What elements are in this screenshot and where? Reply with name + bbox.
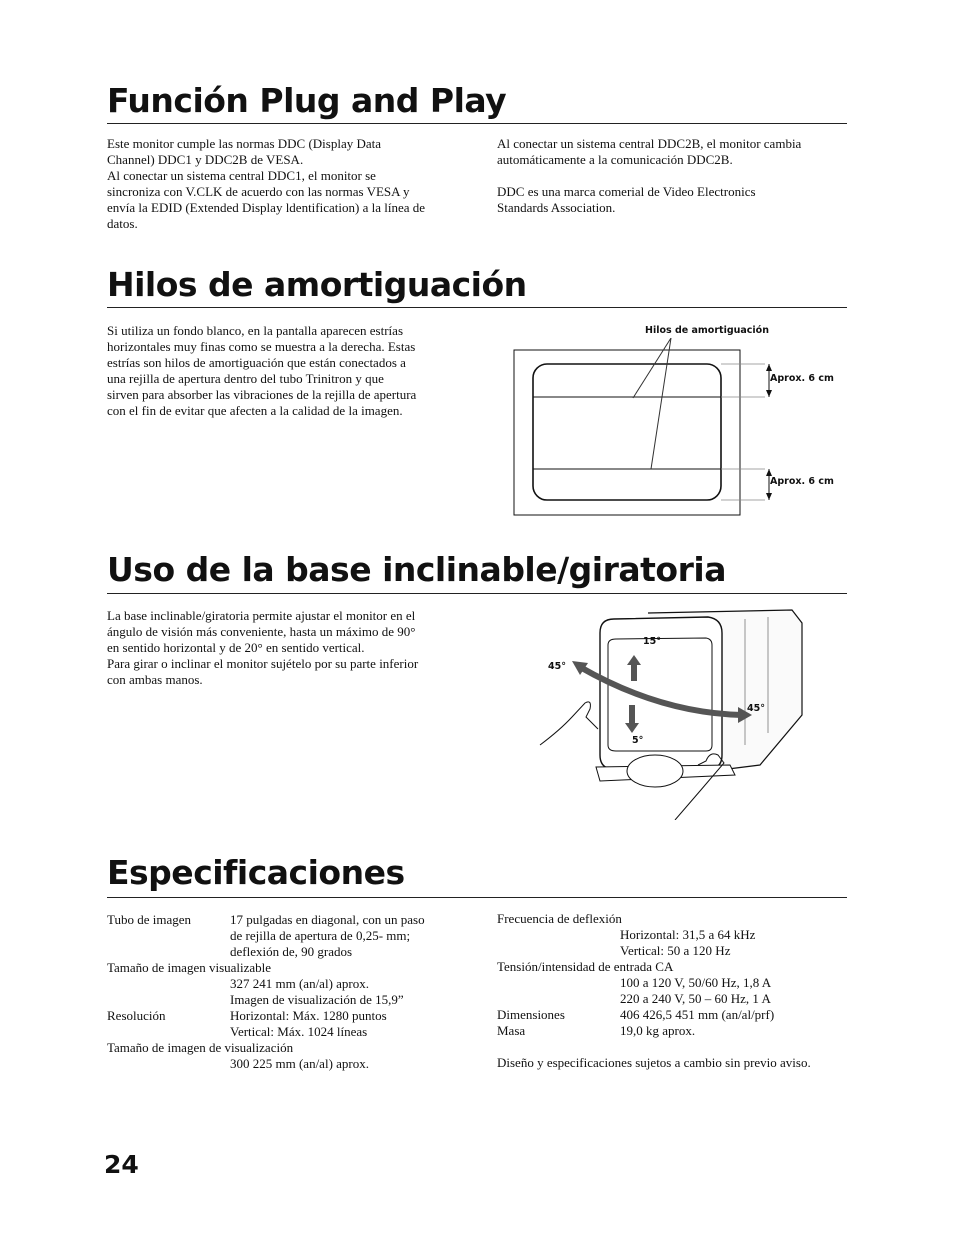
text-line: horizontales muy finas como se muestra a la derecha. Estas	[107, 339, 416, 354]
angle-label-down: 5°	[632, 735, 644, 746]
spec-label: Dimensiones	[497, 1007, 565, 1022]
base-paragraph	[107, 608, 467, 688]
spec-value: Vertical: 50 a 120 Hz	[620, 943, 731, 958]
text-line: en sentido horizontal y de 20° en sentido vertical.	[107, 640, 365, 655]
spec-label: Tensión/intensidad de entrada CA	[497, 959, 674, 974]
text-line: una rejilla de apertura dentro del tubo Trinitron y que	[107, 371, 384, 386]
text-line	[497, 168, 847, 184]
spec-label: Masa	[497, 1023, 526, 1038]
arrow-up-icon	[766, 364, 772, 371]
angle-label-right: 45°	[747, 703, 765, 714]
swivel-stand	[627, 755, 683, 787]
spec-value: 300 225 mm (an/al) aprox.	[230, 1056, 369, 1071]
spec-value: 19,0 kg aprox.	[620, 1023, 696, 1038]
spec-label: Frecuencia de deflexión	[497, 911, 622, 926]
text-line: datos.	[107, 216, 138, 231]
left-hand	[540, 702, 598, 745]
diagram-title: Hilos de amortiguación	[645, 325, 769, 336]
spec-value: 327 241 mm (an/al) aprox.	[230, 976, 369, 991]
spec-value: Horizontal: Máx. 1280 puntos	[230, 1008, 387, 1023]
text-line: Al conectar un sistema central DDC1, el monitor se	[107, 168, 376, 183]
text-line: DDC es una marca comerial de Video Electronics	[497, 184, 756, 199]
section-divider	[107, 123, 847, 124]
dimension-label-top: Aprox. 6 cm	[770, 373, 834, 384]
text-line: con ambas manos.	[107, 672, 203, 687]
monitor-frame	[514, 350, 740, 515]
leader-line	[651, 338, 671, 469]
arrow-down-icon	[766, 390, 772, 397]
text-line: La base inclinable/giratoria permite ajustar el monitor en el	[107, 608, 416, 623]
text-line: Si utiliza un fondo blanco, en la pantalla aparecen estrías	[107, 323, 403, 338]
dimension-label-bottom: Aprox. 6 cm	[770, 476, 834, 487]
angle-label-up: 15°	[643, 636, 661, 647]
text-line: sirven para absorber las vibraciones de la rejilla de apertura	[107, 387, 417, 402]
spec-value: 220 a 240 V, 50 – 60 Hz, 1 A	[620, 991, 771, 1006]
arrow-down-icon	[766, 493, 772, 500]
text-line: Standards Association.	[497, 200, 616, 215]
section-divider	[107, 593, 847, 594]
tilt-swivel-illustration	[530, 605, 820, 820]
text-line: Este monitor cumple las normas DDC (Display Data	[107, 136, 382, 151]
screen-outline	[533, 364, 721, 500]
spec-label: Tamaño de imagen visualizable	[107, 960, 272, 975]
page-number: 24	[104, 1150, 139, 1179]
spec-note: Diseño y especificaciones sujetos a cambio sin previo aviso.	[497, 1055, 811, 1070]
spec-value: Horizontal: 31,5 a 64 kHz	[620, 927, 756, 942]
spec-value: deflexión de, 90 grados	[230, 944, 353, 959]
spec-value: 100 a 120 V, 50/60 Hz, 1,8 A	[620, 975, 772, 990]
section-title-hilos: Hilos de amortiguación	[107, 265, 527, 304]
spec-label: Resolución	[107, 1008, 166, 1023]
text-line: estrías son hilos de amortiguación que están conectados a	[107, 355, 406, 370]
plug-left-paragraph	[107, 136, 467, 232]
text-line: ángulo de visión más conveniente, hasta un máximo de 90°	[107, 624, 416, 639]
damper-wires-diagram	[505, 338, 845, 523]
hilos-paragraph	[107, 323, 467, 419]
text-line: con el fin de evitar que afecten a la calidad de la imagen.	[107, 403, 403, 418]
spec-value: Vertical: Máx. 1024 líneas	[230, 1024, 368, 1039]
section-divider	[107, 307, 847, 308]
monitor-screen	[608, 638, 712, 751]
spec-label: Tubo de imagen	[107, 912, 192, 927]
leader-line	[633, 338, 671, 398]
section-title-specs: Especificaciones	[107, 853, 405, 892]
text-line: automáticamente a la comunicación DDC2B.	[497, 152, 733, 167]
angle-label-left: 45°	[548, 661, 566, 672]
text-line: envía la EDID (Extended Display ldentification) a la línea de	[107, 200, 426, 215]
text-line: Para girar o inclinar el monitor sujételo por su parte inferior	[107, 656, 419, 671]
section-title-plug-and-play: Función Plug and Play	[107, 81, 507, 120]
spec-value: 406 426,5 451 mm (an/al/prf)	[620, 1007, 775, 1022]
spec-value: 17 pulgadas en diagonal, con un paso	[230, 912, 425, 927]
text-line: Al conectar un sistema central DDC2B, el monitor cambia	[497, 136, 802, 151]
arrow-up-icon	[766, 469, 772, 476]
plug-right-paragraph	[497, 136, 847, 216]
section-divider	[107, 897, 847, 898]
spec-value: Imagen de visualización de 15,9”	[230, 992, 404, 1007]
spec-label: Tamaño de imagen de visualización	[107, 1040, 294, 1055]
text-line: Channel) DDC1 y DDC2B de VESA.	[107, 152, 304, 167]
section-title-base: Uso de la base inclinable/giratoria	[107, 550, 726, 589]
text-line: sincroniza con V.CLK de acuerdo con las normas VESA y	[107, 184, 410, 199]
spec-value: de rejilla de apertura de 0,25- mm;	[230, 928, 411, 943]
